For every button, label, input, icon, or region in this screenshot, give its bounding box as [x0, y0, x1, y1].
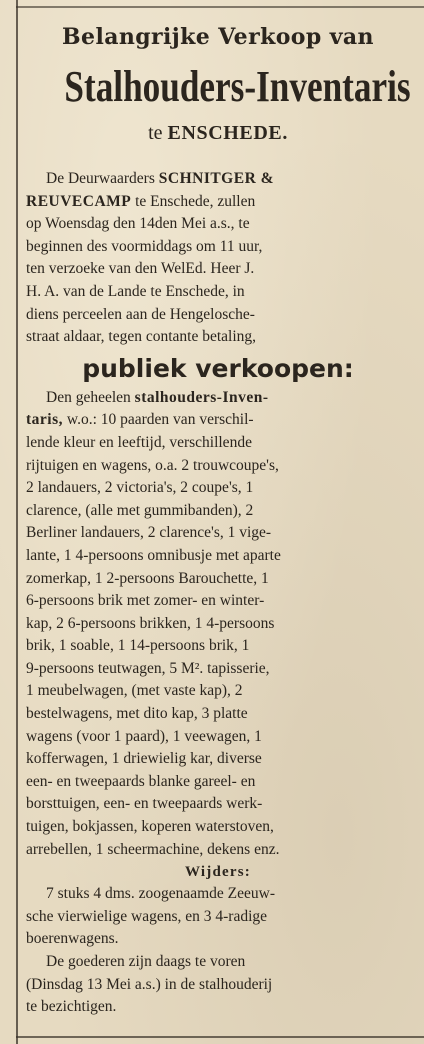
inventory-line: kap, 2 6-persoons brikken, 1 4-persoons	[26, 614, 275, 632]
intro-line	[26, 168, 410, 191]
intro-line: diens perceelen aan de Hengelosche-	[26, 305, 255, 323]
intro-line: beginnen des voormiddags om 11 uur,	[26, 237, 263, 255]
inventory-line: 2 landauers, 2 victoria's, 2 coupe's, 1	[26, 479, 254, 497]
inventory-title: taris,	[26, 411, 64, 429]
sale-subheading: publiek verkoopen:	[82, 353, 354, 383]
inventory-text: Den geheelen	[46, 388, 131, 406]
wijders-label: Wijders:	[185, 864, 251, 881]
intro-line: op Woensdag den 14den Mei a.s., te	[26, 215, 250, 233]
bottom-rule	[16, 1036, 424, 1038]
ad-location-line	[26, 120, 410, 146]
ad-heading-line1: Belangrijke Verkoop van	[62, 24, 374, 50]
inventory-line: tuigen, bokjassen, koperen waterstoven,	[26, 818, 274, 836]
intro-line: straat aldaar, tegen contante betaling,	[26, 328, 257, 346]
viewing-line: De goederen zijn daags te voren	[46, 953, 246, 970]
bailiff-names: REUVECAMP	[26, 192, 132, 210]
inventory-line: 1 meubelwagen, (met vaste kap), 2	[26, 682, 243, 700]
intro-line: ten verzoeke van den WelEd. Heer J.	[26, 260, 255, 278]
advertisement	[26, 14, 410, 1019]
extra-line: sche vierwielige wagens, en 3 4-radige	[26, 907, 268, 925]
inventory-line: rijtuigen en wagens, o.a. 2 trouwcoupe's,	[26, 456, 279, 474]
inventory-title: stalhouders-Inven-	[134, 388, 269, 406]
extra-line: boerenwagens.	[26, 930, 119, 948]
ad-location-prefix: te	[148, 122, 163, 144]
inventory-line: een- en tweepaards blanke gareel- en	[26, 772, 256, 790]
inventory-line: lende kleur en leeftijd, verschillende	[26, 433, 252, 451]
intro-text: te Enschede, zullen	[135, 192, 256, 210]
intro-paragraph	[26, 168, 410, 1019]
intro-line	[26, 191, 410, 214]
top-rule	[16, 6, 424, 8]
viewing-line: (Dinsdag 13 Mei a.s.) in de stalhouderij	[26, 975, 273, 993]
intro-text: De Deurwaarders	[46, 170, 155, 187]
viewing-line: te bezichtigen.	[26, 998, 117, 1016]
inventory-line: zomerkap, 1 2-persoons Barouchette, 1	[26, 569, 269, 587]
inventory-line: lante, 1 4-persoons omnibusje met aparte	[26, 546, 281, 564]
inventory-line: arrebellen, 1 scheermachine, dekens enz.	[26, 840, 280, 858]
inventory-line: bestelwagens, met dito kap, 3 platte	[26, 705, 248, 723]
inventory-line: 9-persoons teutwagen, 5 M². tapisserie,	[26, 659, 270, 677]
inventory-line: 6-persoons brik met zomer- en winter-	[26, 592, 265, 610]
inventory-line: clarence, (alle met gummibanden), 2	[26, 501, 254, 519]
inventory-line: borsttuigen, een- en tweepaards werk-	[26, 795, 263, 813]
inventory-line: brik, 1 soable, 1 14-persoons brik, 1	[26, 637, 250, 655]
ad-main-title: Stalhouders-Inventaris	[64, 62, 411, 111]
bailiff-names: SCHNITGER &	[158, 170, 275, 187]
column-rule-left	[16, 0, 18, 1044]
ad-location-place: ENSCHEDE.	[167, 122, 288, 144]
inventory-text: w.o.: 10 paarden van verschil-	[66, 411, 254, 429]
inventory-line	[26, 409, 410, 432]
extra-line: 7 stuks 4 dms. zoogenaamde Zeeuw-	[46, 885, 275, 903]
inventory-line: Berliner landauers, 2 clarence's, 1 vige-	[26, 524, 272, 542]
intro-line: H. A. van de Lande te Enschede, in	[26, 282, 245, 300]
inventory-line: kofferwagen, 1 driewielig kar, diverse	[26, 750, 262, 768]
inventory-line: wagens (voor 1 paard), 1 veewagen, 1	[26, 727, 262, 745]
inventory-line	[26, 387, 410, 410]
